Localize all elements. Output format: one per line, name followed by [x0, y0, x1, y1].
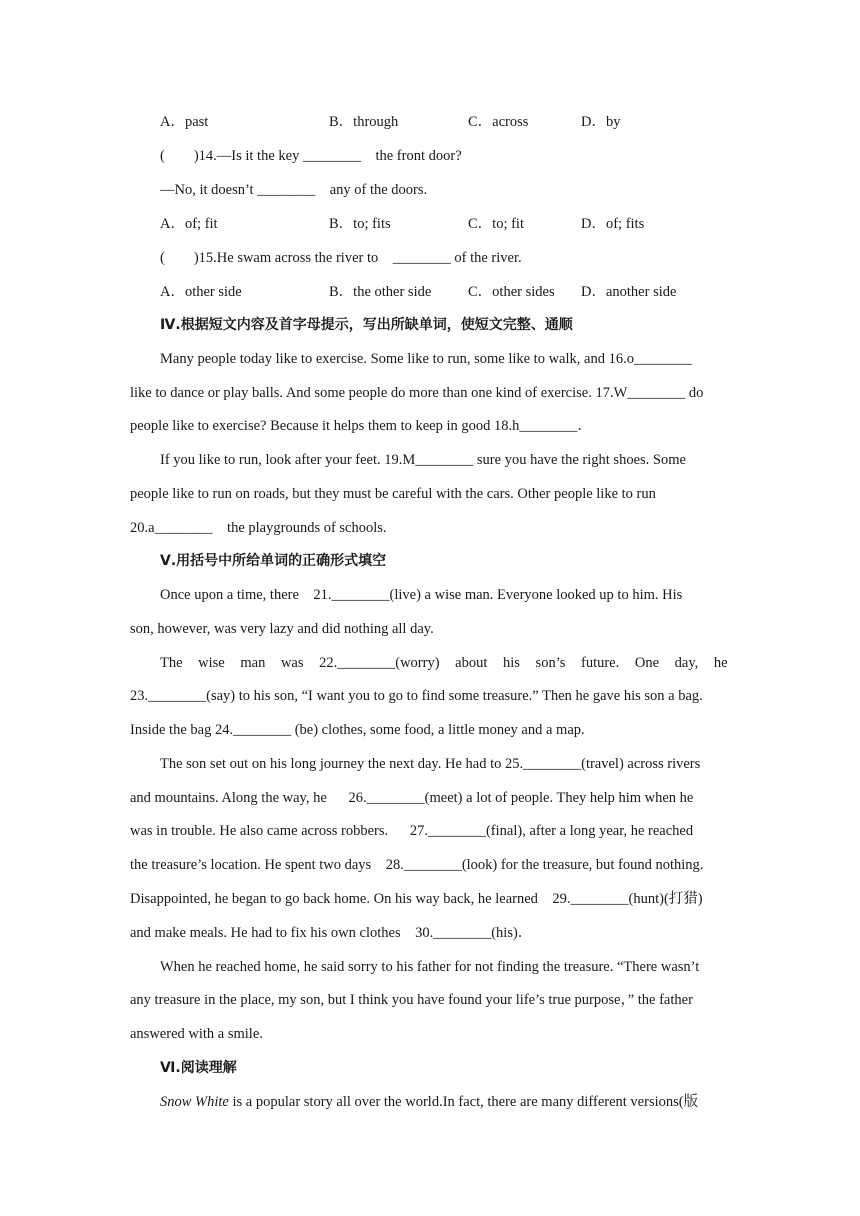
section-5-line: son, however, was very lazy and did nothing all day.: [130, 621, 434, 637]
section-5-line: The wise man was 22.________(worry) about his son’s future. One day, he: [160, 655, 728, 671]
section-4-line: 20.a________ the playgrounds of schools.: [130, 520, 387, 536]
section-4-line: people like to run on roads, but they must be careful with the cars. Other people like to run: [130, 486, 656, 502]
story-title: Snow White: [160, 1094, 229, 1110]
line-text: is a popular story all over the world.In fact, there are many different versions(版: [232, 1094, 699, 1110]
section-5-line: any treasure in the place, my son, but I think you have found your life’s true purpose，” the father: [130, 992, 693, 1008]
q13-option-a: A．past: [160, 114, 209, 130]
q14-answer-line: —No, it doesn’t ________ any of the doors.: [160, 182, 428, 198]
section-5-line: Once upon a time, there 21.________(live) a wise man. Everyone looked up to him. His: [160, 587, 683, 603]
q15-option-a: A．other side: [160, 284, 242, 300]
q13-option-c: C．across: [468, 114, 529, 130]
section-4-line: people like to exercise? Because it helps them to keep in good 18.h________．: [130, 418, 592, 434]
section-5-line: Inside the bag 24.________ (be) clothes, some food, a little money and a map.: [130, 722, 585, 738]
section-5-line: was in trouble. He also came across robbers. 27.________(final), after a long year, he reached: [130, 823, 694, 839]
section-6-line: [160, 1092, 698, 1112]
q14-option-d: D．of; fits: [581, 216, 645, 232]
section-4-heading: Ⅳ.根据短文内容及首字母提示，写出所缺单词，使短文完整、通顺: [160, 317, 573, 333]
q14-option-a: A．of; fit: [160, 216, 218, 232]
q15-option-c: C．other sides: [468, 284, 555, 300]
section-5-line: When he reached home, he said sorry to his father for not finding the treasure. “There wasn’t: [160, 959, 700, 975]
section-5-line: the treasure’s location. He spent two days 28.________(look) for the treasure, but found nothing.: [130, 857, 704, 873]
q15-option-d: D．another side: [581, 284, 677, 300]
q15-option-b: B．the other side: [329, 284, 432, 300]
section-5-line: and mountains. Along the way, he 26.________(meet) a lot of people. They help him when he: [130, 790, 694, 806]
section-4-line: If you like to run, look after your feet. 19.M________ sure you have the right shoes. Some: [160, 452, 686, 468]
section-5-line: answered with a smile.: [130, 1026, 263, 1042]
q13-option-d: D．by: [581, 114, 621, 130]
q13-option-b: B．through: [329, 114, 399, 130]
section-6-heading: Ⅵ.阅读理解: [160, 1060, 237, 1076]
section-5-line: Disappointed, he began to go back home. On his way back, he learned 29.________(hunt)(打猎): [130, 891, 703, 907]
section-4-line: like to dance or play balls. And some people do more than one kind of exercise. 17.W________ do: [130, 385, 704, 401]
line-text: Many people today like to exercise. Some like to run, some like to walk, and 16.o________: [160, 351, 692, 367]
section-5-line: The son set out on his long journey the next day. He had to 25.________(travel) across rivers: [160, 756, 701, 772]
q14-option-b: B．to; fits: [329, 216, 391, 232]
section-5-heading: Ⅴ.用括号中所给单词的正确形式填空: [160, 553, 387, 569]
section-5-line: 23.________(say) to his son, “I want you to go to find some treasure.” Then he gave his son a bag.: [130, 688, 703, 704]
section-5-line: and make meals. He had to fix his own clothes 30.________(his)．: [130, 925, 533, 941]
q15-question: ( )15.He swam across the river to ________ of the river.: [160, 250, 522, 266]
section-4-line: [160, 349, 732, 369]
q14-option-c: C．to; fit: [468, 216, 524, 232]
q14-question: ( )14.—Is it the key ________ the front door?: [160, 148, 462, 164]
